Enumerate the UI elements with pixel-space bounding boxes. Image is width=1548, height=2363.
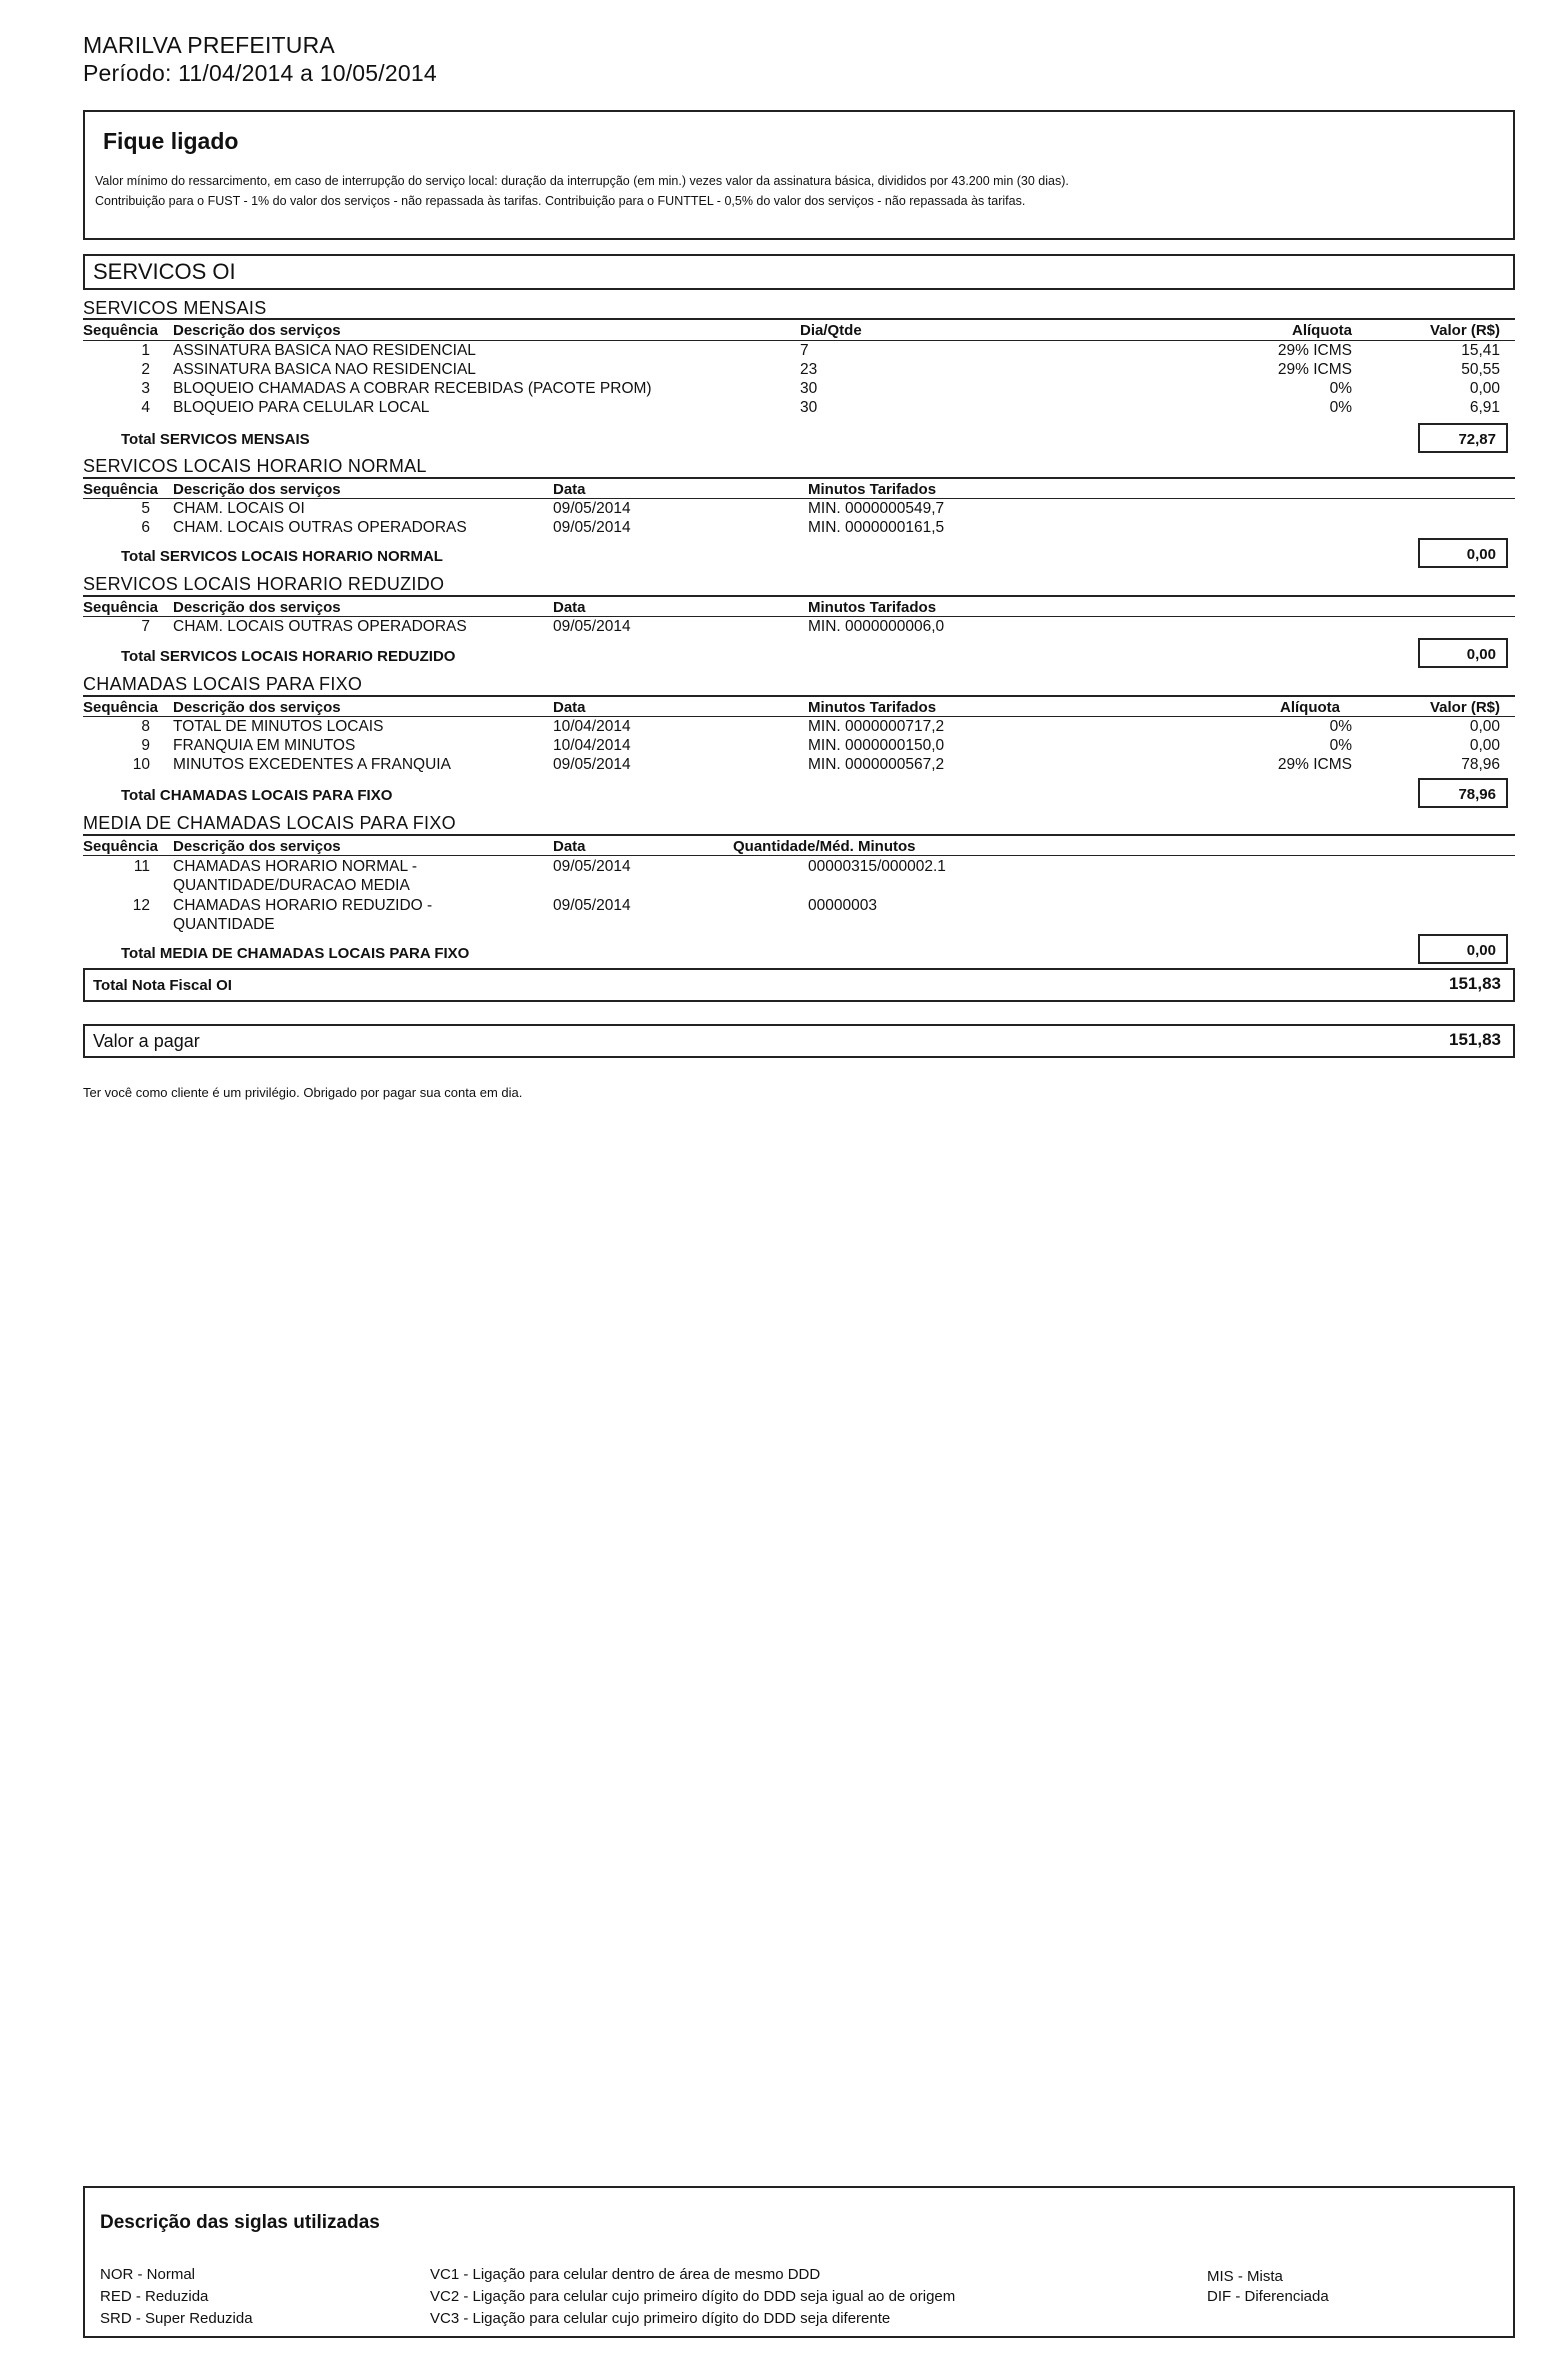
row-seq: 1 (141, 342, 150, 359)
valor-pagar-label: Valor a pagar (93, 1031, 200, 1051)
col-header-aliquota: Alíquota (1292, 322, 1352, 339)
fique-ligado-box (83, 110, 1515, 240)
section-title-mensais: SERVICOS MENSAIS (83, 298, 267, 318)
sigla-item: RED - Reduzida (100, 2288, 209, 2305)
row-qtde: 7 (800, 342, 809, 359)
row-valor: 0,00 (1469, 718, 1500, 735)
divider (83, 477, 1515, 479)
row-minutos: MIN. 0000000567,2 (808, 756, 945, 773)
fique-ligado-title: Fique ligado (103, 128, 239, 154)
row-aliquota: 0% (1329, 718, 1352, 735)
col-header-sequencia: Sequência (83, 322, 159, 339)
company-title: MARILVA PREFEITURA (83, 32, 335, 58)
total-label-normal: Total SERVICOS LOCAIS HORARIO NORMAL (121, 548, 443, 565)
row-desc: CHAMADAS HORARIO NORMAL - (173, 858, 418, 875)
col-header-sequencia: Sequência (83, 838, 159, 855)
col-header-data: Data (553, 481, 586, 498)
divider (83, 834, 1515, 836)
col-header-data: Data (553, 699, 586, 716)
siglas-box (83, 2186, 1515, 2338)
divider (83, 695, 1515, 697)
sigla-item: VC2 - Ligação para celular cujo primeiro dígito do DDD seja igual ao de origem (430, 2288, 956, 2305)
row-seq: 2 (141, 361, 150, 378)
row-desc: CHAM. LOCAIS OI (173, 500, 305, 517)
row-aliquota: 0% (1329, 737, 1352, 754)
valor-pagar-value: 151,83 (1449, 1030, 1501, 1049)
total-value-chamadas: 78,96 (1418, 778, 1508, 808)
col-header-descricao: Descrição dos serviços (173, 838, 341, 855)
col-header-aliquota: Alíquota (1280, 699, 1340, 716)
total-value-reduzido: 0,00 (1418, 638, 1508, 668)
row-valor: 0,00 (1469, 380, 1500, 397)
row-desc: ASSINATURA BASICA NAO RESIDENCIAL (173, 361, 476, 378)
col-header-quantidade: Quantidade/Méd. Minutos (733, 838, 916, 855)
total-nota-fiscal-box (83, 968, 1515, 1002)
row-seq: 6 (141, 519, 150, 536)
divider (83, 595, 1515, 597)
row-aliquota: 29% ICMS (1277, 361, 1352, 378)
row-valor: 15,41 (1461, 342, 1500, 359)
row-data: 09/05/2014 (553, 858, 631, 875)
total-nota-fiscal-label: Total Nota Fiscal OI (93, 977, 232, 994)
servicos-oi-box (83, 254, 1515, 290)
section-title-reduzido: SERVICOS LOCAIS HORARIO REDUZIDO (83, 574, 445, 594)
total-label-media: Total MEDIA DE CHAMADAS LOCAIS PARA FIXO (121, 945, 470, 962)
divider (83, 855, 1515, 856)
row-valor: 50,55 (1461, 361, 1500, 378)
fique-ligado-line-2: Contribuição para o FUST - 1% do valor dos serviços - não repassada às tarifas. Contribuição para o FUNTTEL - 0,5% do valor dos serviços - não repassada às tarifas. (95, 194, 1026, 208)
col-header-valor: Valor (R$) (1429, 699, 1500, 716)
row-data: 09/05/2014 (553, 500, 631, 517)
col-header-descricao: Descrição dos serviços (173, 699, 341, 716)
col-header-minutos: Minutos Tarifados (808, 481, 937, 498)
col-header-data: Data (553, 838, 586, 855)
row-desc: CHAM. LOCAIS OUTRAS OPERADORAS (173, 519, 467, 536)
row-data: 09/05/2014 (553, 756, 631, 773)
row-aliquota: 0% (1329, 380, 1352, 397)
col-header-descricao: Descrição dos serviços (173, 322, 341, 339)
col-header-sequencia: Sequência (83, 599, 159, 616)
row-desc: BLOQUEIO CHAMADAS A COBRAR RECEBIDAS (PACOTE PROM) (173, 380, 652, 397)
row-minutos: MIN. 0000000717,2 (808, 718, 945, 735)
billing-period: Período: 11/04/2014 a 10/05/2014 (83, 60, 437, 86)
divider (83, 616, 1515, 617)
row-qtde: 23 (800, 361, 818, 378)
row-aliquota: 29% ICMS (1277, 342, 1352, 359)
sigla-item: VC3 - Ligação para celular cujo primeiro dígito do DDD seja diferente (430, 2310, 891, 2327)
row-seq: 10 (132, 756, 150, 773)
row-data: 09/05/2014 (553, 897, 631, 914)
sigla-item: SRD - Super Reduzida (100, 2310, 253, 2327)
row-desc: ASSINATURA BASICA NAO RESIDENCIAL (173, 342, 476, 359)
row-desc: CHAMADAS HORARIO REDUZIDO - (173, 897, 433, 914)
section-title-chamadas: CHAMADAS LOCAIS PARA FIXO (83, 674, 363, 694)
total-value-media: 0,00 (1418, 934, 1508, 964)
section-title-media: MEDIA DE CHAMADAS LOCAIS PARA FIXO (83, 813, 456, 833)
col-header-data: Data (553, 599, 586, 616)
row-valor: 78,96 (1461, 756, 1500, 773)
row-seq: 7 (141, 618, 150, 635)
col-header-valor: Valor (R$) (1429, 322, 1500, 339)
row-minutos: MIN. 0000000549,7 (808, 500, 945, 517)
col-header-sequencia: Sequência (83, 481, 159, 498)
servicos-oi-title: SERVICOS OI (93, 259, 236, 284)
row-seq: 4 (141, 399, 150, 416)
row-desc: BLOQUEIO PARA CELULAR LOCAL (173, 399, 430, 416)
row-seq: 9 (141, 737, 150, 754)
sigla-item: MIS - Mista (1207, 2268, 1283, 2285)
row-desc: MINUTOS EXCEDENTES A FRANQUIA (173, 756, 451, 773)
row-data: 10/04/2014 (553, 737, 631, 754)
col-header-minutos: Minutos Tarifados (808, 599, 937, 616)
col-header-descricao: Descrição dos serviços (173, 481, 341, 498)
col-header-dia-qtde: Dia/Qtde (800, 322, 862, 339)
col-header-descricao: Descrição dos serviços (173, 599, 341, 616)
sigla-item: VC1 - Ligação para celular dentro de área de mesmo DDD (430, 2266, 821, 2283)
row-aliquota: 29% ICMS (1277, 756, 1352, 773)
row-valor: 6,91 (1469, 399, 1500, 416)
row-minutos: MIN. 0000000161,5 (808, 519, 945, 536)
row-desc-cont: QUANTIDADE (173, 916, 275, 933)
row-seq: 8 (141, 718, 150, 735)
total-label-reduzido: Total SERVICOS LOCAIS HORARIO REDUZIDO (121, 648, 456, 665)
row-aliquota: 0% (1329, 399, 1352, 416)
row-data: 09/05/2014 (553, 519, 631, 536)
row-desc: FRANQUIA EM MINUTOS (173, 737, 356, 754)
row-desc-cont: QUANTIDADE/DURACAO MEDIA (173, 877, 410, 894)
row-quantidade: 00000003 (808, 897, 877, 914)
thanks-message: Ter você como cliente é um privilégio. Obrigado por pagar sua conta em dia. (83, 1085, 523, 1100)
total-value-mensais: 72,87 (1418, 423, 1508, 453)
row-seq: 5 (141, 500, 150, 517)
row-minutos: MIN. 0000000006,0 (808, 618, 945, 635)
col-header-sequencia: Sequência (83, 699, 159, 716)
sigla-item: DIF - Diferenciada (1207, 2288, 1329, 2305)
row-qtde: 30 (800, 399, 818, 416)
row-valor: 0,00 (1469, 737, 1500, 754)
divider (83, 318, 1515, 320)
row-seq: 11 (133, 858, 150, 875)
total-label-chamadas: Total CHAMADAS LOCAIS PARA FIXO (121, 787, 393, 804)
row-data: 09/05/2014 (553, 618, 631, 635)
row-seq: 3 (141, 380, 150, 397)
total-value-normal: 0,00 (1418, 538, 1508, 568)
col-header-minutos: Minutos Tarifados (808, 699, 937, 716)
divider (83, 716, 1515, 717)
row-minutos: MIN. 0000000150,0 (808, 737, 945, 754)
row-quantidade: 00000315/000002.1 (808, 858, 946, 875)
total-nota-fiscal-value: 151,83 (1449, 974, 1501, 993)
total-label-mensais: Total SERVICOS MENSAIS (121, 431, 310, 448)
row-data: 10/04/2014 (553, 718, 631, 735)
divider (83, 498, 1515, 499)
row-desc: TOTAL DE MINUTOS LOCAIS (173, 718, 384, 735)
siglas-title: Descrição das siglas utilizadas (100, 2212, 380, 2233)
sigla-item: NOR - Normal (100, 2266, 196, 2283)
row-qtde: 30 (800, 380, 818, 397)
divider (83, 340, 1515, 341)
row-desc: CHAM. LOCAIS OUTRAS OPERADORAS (173, 618, 467, 635)
valor-pagar-box (83, 1024, 1515, 1058)
row-seq: 12 (132, 897, 150, 914)
section-title-normal: SERVICOS LOCAIS HORARIO NORMAL (83, 456, 427, 476)
fique-ligado-line-1: Valor mínimo do ressarcimento, em caso de interrupção do serviço local: duração da interrupção (em min.) vezes valor da assinatura básica, divididos por 43.200 min (30 dias). (95, 174, 1069, 188)
